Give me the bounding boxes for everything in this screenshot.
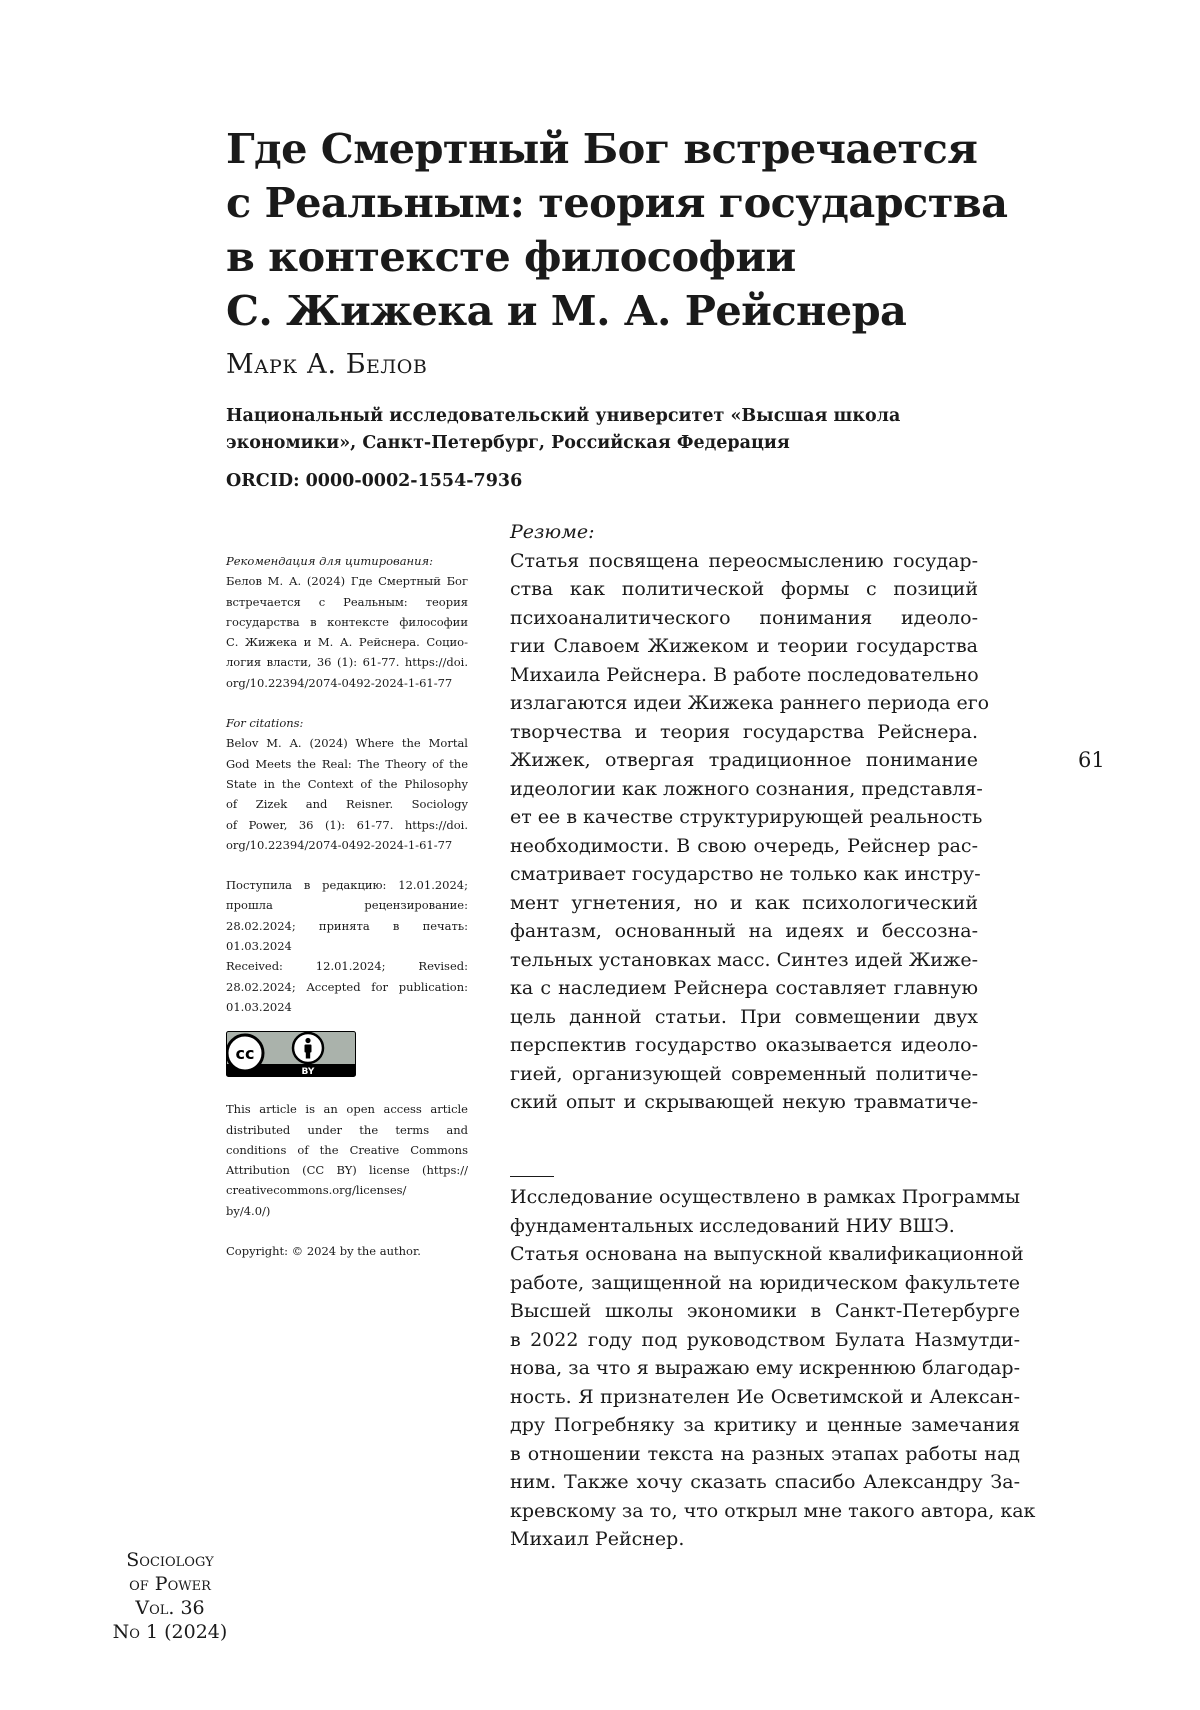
- journal-line: Sociology: [126, 1549, 214, 1571]
- abstract-line: гии Славоем Жижеком и теории государства: [510, 635, 978, 657]
- dates-line: Поступила в редакцию: 12.01.2024;: [226, 878, 468, 893]
- journal-line: No 1 (2024): [112, 1621, 228, 1643]
- citation-line: State in the Context of the Philosophy: [226, 776, 468, 791]
- dates-line: Received: 12.01.2024; Revised:: [226, 959, 468, 974]
- footnote-line: нова, за что я выражаю ему искреннюю благодар-: [510, 1357, 1020, 1379]
- citation-line: государства в контексте философии: [226, 614, 468, 629]
- dates-line: 01.03.2024: [226, 939, 292, 954]
- author-affiliation: [226, 403, 986, 457]
- abstract-line: ет ее в качестве структурирующей реальность: [510, 806, 983, 828]
- abstract-line: Жижек, отвергая традиционное понимание: [510, 749, 978, 771]
- citation-en: [226, 713, 468, 855]
- footnote: [510, 1183, 1036, 1554]
- citation-line: логия власти, 36 (1): 61-77. https://doi.: [226, 655, 468, 670]
- dates-line: 28.02.2024; Accepted for publication:: [226, 979, 468, 994]
- page-number: 61: [1078, 748, 1105, 772]
- license-notice: [226, 1099, 468, 1221]
- citation-line: of Power, 36 (1): 61-77. https://doi.: [226, 817, 468, 832]
- license-line: conditions of the Creative Commons: [226, 1142, 468, 1157]
- cc-by-license-badge[interactable]: [226, 1031, 356, 1077]
- dates-line: 01.03.2024: [226, 999, 292, 1014]
- title-line: с Реальным: теория государства: [226, 178, 1008, 227]
- abstract-line: психоаналитического понимания идеоло-: [510, 606, 978, 629]
- article-sidebar: [226, 551, 468, 1261]
- citation-ru-label: Рекомендация для цитирования:: [226, 554, 434, 568]
- cc-icon: [227, 1035, 263, 1071]
- copyright-notice: Copyright: © 2024 by the author.: [226, 1244, 421, 1259]
- abstract-line: идеологии как ложного сознания, представля-: [510, 777, 983, 800]
- abstract-line: излагаются идеи Жижека раннего периода его: [510, 692, 990, 714]
- footnote-line: ность. Я признателен Ие Осветимской и Алексан-: [510, 1385, 1020, 1408]
- orcid-id: ORCID: 0000-0002-1554-7936: [226, 471, 523, 491]
- license-line: Attribution (CC BY) license (https://: [226, 1163, 468, 1178]
- citation-en-label: For citations:: [226, 716, 304, 731]
- footnote-line: фундаментальных исследований НИУ ВШЭ.: [510, 1214, 955, 1237]
- attribution-person-icon: [293, 1033, 323, 1063]
- footnote-line: в отношении текста на разных этапах работы над: [510, 1442, 1020, 1465]
- journal-line: of Power: [129, 1573, 211, 1595]
- abstract-line: сматривает государство не только как инстру-: [510, 863, 981, 885]
- citation-line: God Meets the Real: The Theory of the: [226, 756, 468, 771]
- citation-doi-link[interactable]: org/10.22394/2074-0492-2024-1-61-77: [226, 675, 453, 690]
- abstract-line: тельных установках масс. Синтез идей Жиже-: [510, 948, 979, 971]
- author-name: Марк А. Белов: [226, 349, 428, 380]
- abstract-line: ский опыт и скрывающей некую травматиче-: [510, 1091, 978, 1113]
- footnote-line: Михаил Рейснер.: [510, 1528, 685, 1550]
- license-link[interactable]: by/4.0/): [226, 1203, 271, 1218]
- license-line: distributed under the terms and: [226, 1122, 468, 1137]
- dates-line: прошла рецензирование:: [226, 898, 468, 913]
- footnote-line: дру Погребняку за критику и ценные замечания: [510, 1414, 1020, 1436]
- abstract-line: перспектив государство оказывается идеоло-: [510, 1034, 978, 1056]
- dates-line: 28.02.2024; принята в печать:: [226, 918, 468, 933]
- publication-dates: [226, 875, 468, 1017]
- footnote-line: ним. Также хочу сказать спасибо Александру За-: [510, 1471, 1020, 1493]
- title-line: в контексте философии: [226, 232, 796, 281]
- abstract-line: ка с наследием Рейснера составляет главную: [510, 977, 978, 999]
- journal-line: Vol. 36: [135, 1597, 205, 1619]
- abstract-line: мент угнетения, но и как психологический: [510, 891, 978, 914]
- abstract: [510, 518, 990, 1117]
- citation-line: Белов М. А. (2024) Где Смертный Бог: [226, 574, 468, 589]
- abstract-line: творчества и теория государства Рейснера.: [510, 720, 978, 743]
- journal-info: [70, 1548, 270, 1644]
- footnote-line: кревскому за то, что открыл мне такого автора, как: [510, 1499, 1036, 1522]
- citation-doi-link[interactable]: org/10.22394/2074-0492-2024-1-61-77: [226, 837, 453, 852]
- abstract-line: фантазм, основанный на идеях и бессозна-: [510, 920, 978, 942]
- abstract-label: Резюме:: [510, 521, 595, 543]
- license-link[interactable]: creativecommons.org/licenses/: [226, 1183, 407, 1198]
- cc-icon-text: cc: [235, 1044, 255, 1064]
- citation-line: of Zizek and Reisner. Sociology: [226, 797, 468, 812]
- article-title: [226, 122, 1046, 338]
- abstract-line: Михаила Рейснера. В работе последовательно: [510, 663, 979, 686]
- abstract-line: ства как политической формы с позиций: [510, 578, 978, 600]
- footnote-line: Статья основана на выпускной квалификационной: [510, 1243, 1024, 1265]
- abstract-line: Статья посвящена переосмыслению государ-: [510, 549, 978, 572]
- abstract-line: гией, организующей современный политиче-: [510, 1062, 978, 1085]
- footnote-divider: [510, 1176, 554, 1177]
- abstract-line: необходимости. В свою очередь, Рейснер рас-: [510, 834, 978, 857]
- citation-line: Belov M. A. (2024) Where the Mortal: [226, 736, 468, 751]
- by-label: BY: [301, 1067, 315, 1078]
- citation-line: С. Жижека и М. А. Рейснера. Социо-: [226, 635, 468, 650]
- title-line: С. Жижека и М. А. Рейснера: [226, 286, 907, 335]
- citation-line: встречается с Реальным: теория: [226, 594, 468, 609]
- affiliation-line: Национальный исследовательский университет «Высшая школа: [226, 406, 901, 426]
- footnote-line: в 2022 году под руководством Булата Назмутди-: [510, 1328, 1020, 1351]
- affiliation-line: экономики», Санкт-Петербург, Российская Федерация: [226, 433, 790, 453]
- footnote-line: Исследование осуществлено в рамках Программы: [510, 1186, 1020, 1208]
- abstract-line: цель данной статьи. При совмещении двух: [510, 1005, 978, 1028]
- footnote-line: работе, защищенной на юридическом факультете: [510, 1271, 1020, 1294]
- license-line: This article is an open access article: [226, 1102, 468, 1117]
- title-line: Где Смертный Бог встречается: [226, 124, 978, 173]
- citation-ru: [226, 551, 468, 693]
- footnote-line: Высшей школы экономики в Санкт-Петербурге: [510, 1300, 1020, 1322]
